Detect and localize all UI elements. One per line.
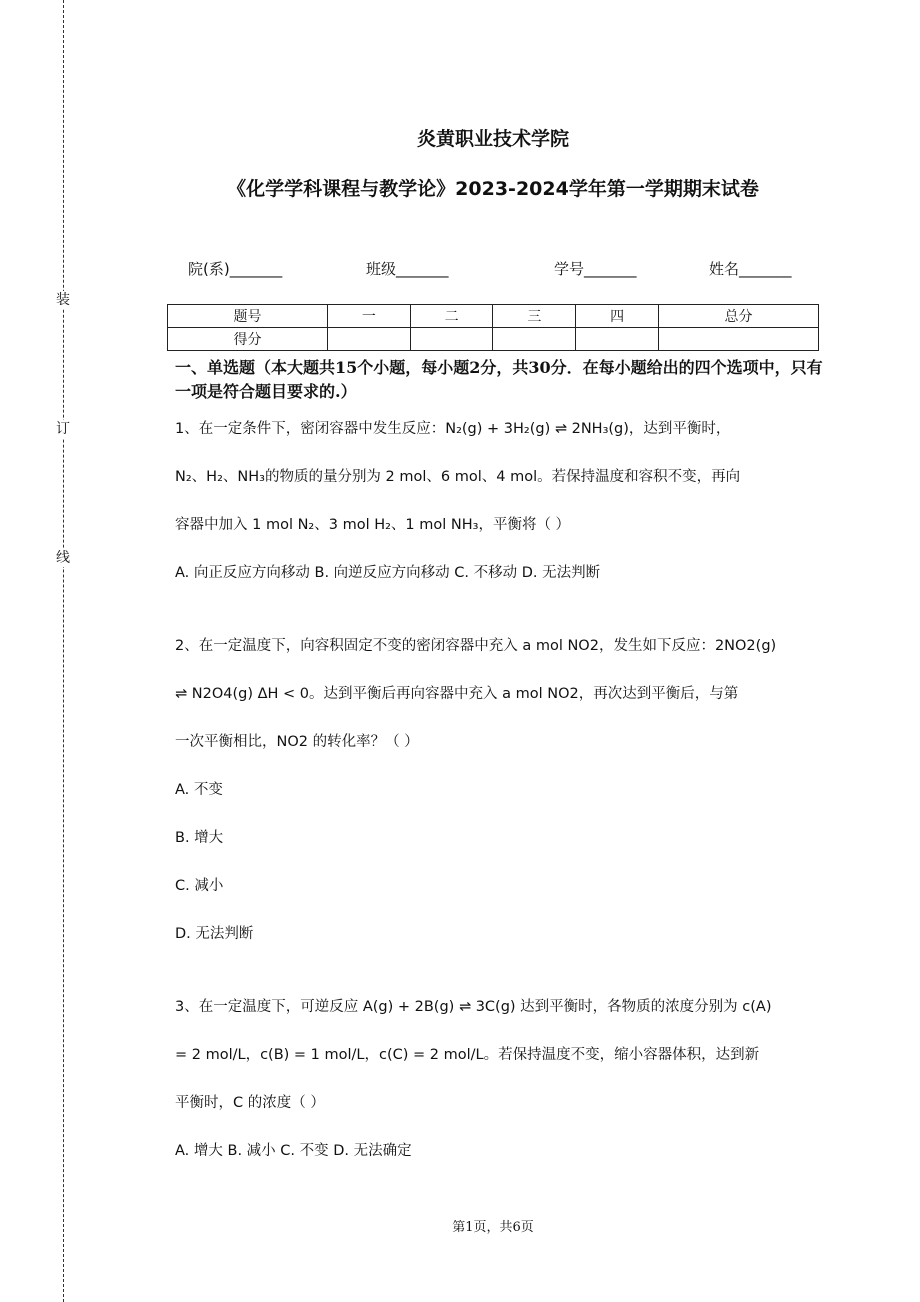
score-table-header-cell: 二 — [410, 305, 493, 328]
score-table-score-row — [168, 328, 819, 351]
score-table-header-cell: 一 — [327, 305, 410, 328]
q3-line2: = 2 mol/L，c(B) = 1 mol/L，c(C) = 2 mol/L。若保持温度不变，缩小容器体积，达到新 — [175, 1047, 760, 1063]
page-footer: 第1页，共6页 — [452, 1220, 534, 1235]
score-table — [167, 304, 819, 351]
q2-option-c: C. 减小 — [175, 878, 224, 894]
binding-char-zhuang: 装 — [56, 292, 70, 308]
score-cell[interactable] — [410, 328, 493, 351]
q1-line1: 1、在一定条件下，密闭容器中发生反应：N₂(g) + 3H₂(g) ⇌ 2NH₃(g)，达到平衡时， — [175, 421, 731, 437]
name-field: 姓名_______ — [709, 260, 792, 278]
q3-line3: 平衡时，C 的浓度（ ） — [175, 1095, 325, 1111]
score-table-header-cell: 四 — [576, 305, 659, 328]
binding-char-ding: 订 — [56, 421, 70, 437]
q2-line1: 2、在一定温度下，向容积固定不变的密闭容器中充入 a mol NO2，发生如下反应：2NO2(g) — [175, 638, 777, 654]
class-field: 班级_______ — [366, 260, 449, 278]
section1-title: 一、单选题（本大题共15个小题，每小题2分，共30分．在每小题给出的四个选项中，只有一项是符合题目要求的.） — [175, 358, 823, 401]
q2-option-a: A. 不变 — [175, 782, 223, 798]
q3-line1: 3、在一定温度下，可逆反应 A(g) + 2B(g) ⇌ 3C(g) 达到平衡时，各物质的浓度分别为 c(A) — [175, 999, 772, 1015]
q1-options: A. 向正反应方向移动 B. 向逆反应方向移动 C. 不移动 D. 无法判断 — [175, 565, 601, 581]
score-table-header-cell: 三 — [493, 305, 576, 328]
score-cell[interactable] — [327, 328, 410, 351]
score-cell[interactable] — [658, 328, 818, 351]
binding-char-xian: 线 — [56, 550, 70, 566]
score-cell[interactable] — [493, 328, 576, 351]
school-name: 炎黄职业技术学院 — [416, 128, 569, 150]
exam-title: 《化学学科课程与教学论》2023-2024学年第一学期期末试卷 — [227, 178, 759, 200]
student-id-field: 学号_______ — [554, 260, 637, 278]
q2-line3: 一次平衡相比，NO2 的转化率？（ ） — [175, 734, 419, 750]
score-table-header-cell: 总分 — [658, 305, 818, 328]
q2-line2: ⇌ N2O4(g) ΔH < 0。达到平衡后再向容器中充入 a mol NO2，再次达到平衡后，与第 — [175, 686, 739, 702]
q1-line3: 容器中加入 1 mol N₂、3 mol H₂、1 mol NH₃，平衡将（ ） — [175, 517, 571, 533]
department-field: 院(系)_______ — [188, 260, 283, 278]
score-row-label: 得分 — [168, 328, 328, 351]
q2-option-b: B. 增大 — [175, 830, 224, 846]
q3-options: A. 增大 B. 减小 C. 不变 D. 无法确定 — [175, 1143, 412, 1159]
score-table-header-row — [168, 305, 819, 328]
q1-line2: N₂、H₂、NH₃的物质的量分别为 2 mol、6 mol、4 mol。若保持温度和容积不变，再向 — [175, 469, 741, 485]
score-table-header-cell: 题号 — [168, 305, 328, 328]
score-cell[interactable] — [576, 328, 659, 351]
q2-option-d: D. 无法判断 — [175, 926, 254, 942]
